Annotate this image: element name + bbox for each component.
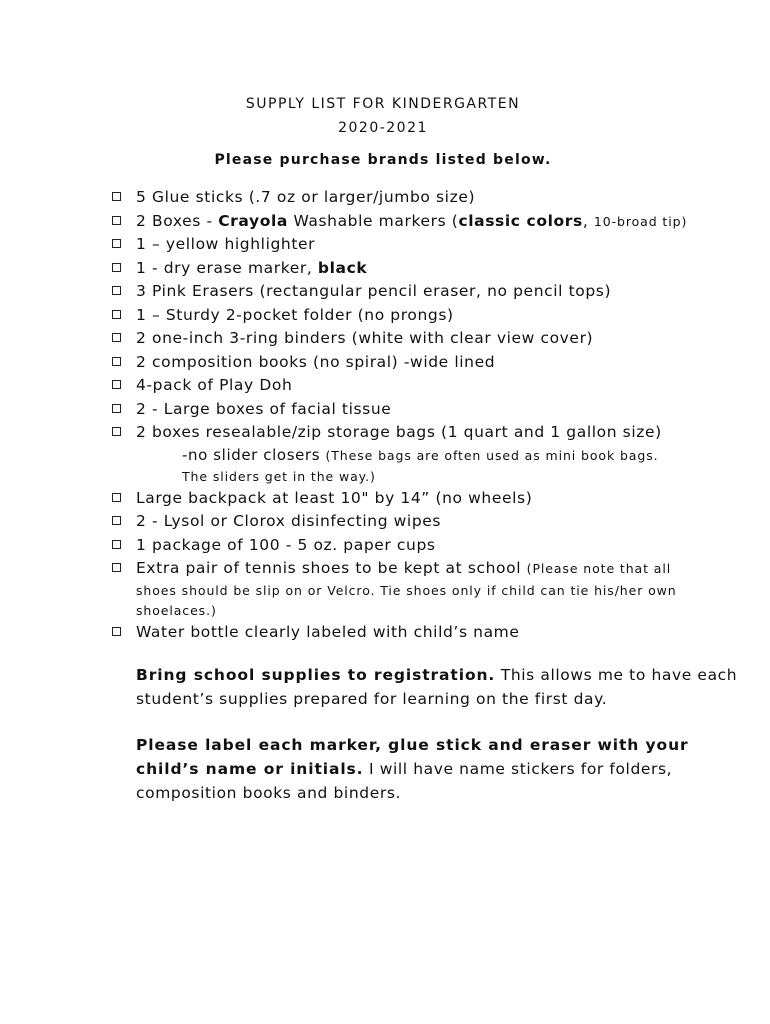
list-item: 5 Glue sticks (.7 oz or larger/jumbo size) xyxy=(110,186,760,210)
list-item: 2 composition books (no spiral) -wide lined xyxy=(110,351,760,375)
checkbox-icon[interactable] xyxy=(112,427,121,436)
checkbox-icon[interactable] xyxy=(112,404,121,413)
checkbox-icon[interactable] xyxy=(112,357,121,366)
checkbox-icon[interactable] xyxy=(112,286,121,295)
checkbox-icon[interactable] xyxy=(112,627,121,636)
list-item: 2 - Large boxes of facial tissue xyxy=(110,398,760,422)
list-item: 1 package of 100 - 5 oz. paper cups xyxy=(110,534,760,558)
checkbox-icon[interactable] xyxy=(112,333,121,342)
checkbox-icon[interactable] xyxy=(112,192,121,201)
list-item: 2 boxes resealable/zip storage bags (1 quart and 1 gallon size) xyxy=(110,421,760,445)
checkbox-icon[interactable] xyxy=(112,239,121,248)
labeling-note: Please label each marker, glue stick and eraser with your child’s name or initials. I will have name stickers for folders, composition books and binders. xyxy=(136,736,689,802)
list-item: 2 Boxes - Crayola Washable markers (classic colors, 10-broad tip) xyxy=(110,210,760,234)
checkbox-icon[interactable] xyxy=(112,540,121,549)
list-item-note: -no slider closers (These bags are often used as mini book bags. xyxy=(182,445,659,464)
list-item: Extra pair of tennis shoes to be kept at school (Please note that all xyxy=(110,557,760,581)
supply-list xyxy=(110,186,760,644)
list-item: Large backpack at least 10" by 14” (no wheels) xyxy=(110,487,760,511)
school-year: 2020-2021 xyxy=(338,120,428,136)
checkbox-icon[interactable] xyxy=(112,263,121,272)
checkbox-icon[interactable] xyxy=(112,310,121,319)
registration-note: Bring school supplies to registration. This allows me to have each student’s supplies prepared for learning on the first day. xyxy=(136,666,738,708)
list-item-note: The sliders get in the way.) xyxy=(182,468,376,484)
list-item: 1 – Sturdy 2-pocket folder (no prongs) xyxy=(110,304,760,328)
checkbox-icon[interactable] xyxy=(112,493,121,502)
list-item-note: shoelaces.) xyxy=(136,602,217,618)
list-item: 3 Pink Erasers (rectangular pencil eraser, no pencil tops) xyxy=(110,280,760,304)
purchase-instruction: Please purchase brands listed below. xyxy=(214,152,552,168)
page-title: SUPPLY LIST FOR KINDERGARTEN xyxy=(245,96,521,112)
checkbox-icon[interactable] xyxy=(112,380,121,389)
checkbox-icon[interactable] xyxy=(112,516,121,525)
list-item: 2 one-inch 3-ring binders (white with clear view cover) xyxy=(110,327,760,351)
checkbox-icon[interactable] xyxy=(112,563,121,572)
checkbox-icon[interactable] xyxy=(112,216,121,225)
list-item: 1 – yellow highlighter xyxy=(110,233,760,257)
list-item-note: shoes should be slip on or Velcro. Tie shoes only if child can tie his/her own xyxy=(136,582,677,598)
list-item: 1 - dry erase marker, black xyxy=(110,257,760,281)
list-item: 4-pack of Play Doh xyxy=(110,374,760,398)
list-item: Water bottle clearly labeled with child’s name xyxy=(110,621,760,645)
list-item: 2 - Lysol or Clorox disinfecting wipes xyxy=(110,510,760,534)
